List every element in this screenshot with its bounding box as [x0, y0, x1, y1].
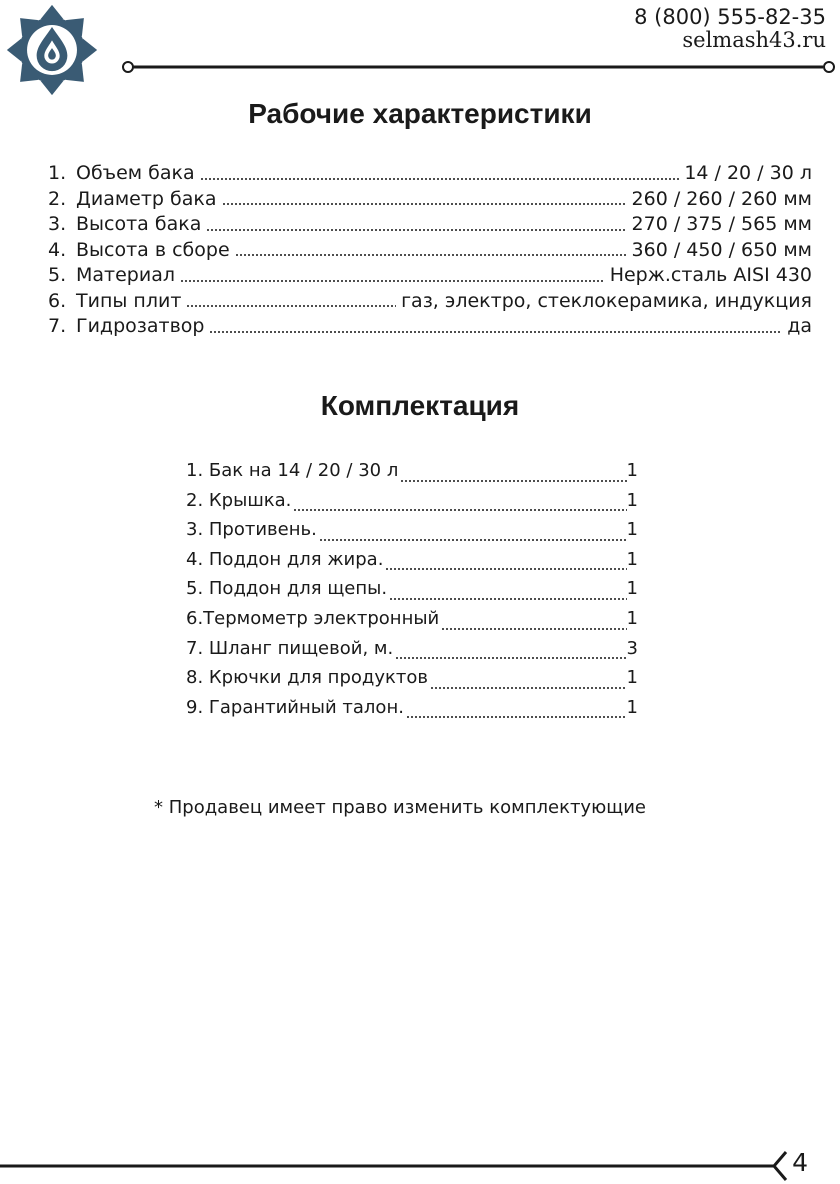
spec-number: 7.	[48, 315, 67, 337]
package-item	[186, 638, 638, 668]
package-item-label: 2. Крышка.	[186, 489, 292, 511]
spec-item	[48, 213, 812, 239]
spec-item	[48, 264, 812, 290]
package-item-quantity: 1	[626, 578, 638, 600]
spec-label: Гидрозатвор	[76, 315, 205, 337]
package-item	[186, 578, 638, 608]
spec-item	[48, 315, 812, 341]
package-item-quantity: 1	[626, 607, 638, 629]
spec-value: Нерж.сталь AISI 430	[609, 264, 812, 286]
package-item-label: 7. Шланг пищевой, м.	[186, 637, 394, 659]
spec-label: Объем бака	[76, 162, 195, 184]
dot-leader	[389, 596, 626, 602]
dot-leader	[186, 303, 396, 309]
package-item	[186, 549, 638, 579]
package-item-label: 4. Поддон для жира.	[186, 548, 384, 570]
dot-leader	[180, 278, 605, 284]
package-item-label: 5. Поддон для щепы.	[186, 578, 388, 600]
dot-leader	[209, 329, 782, 335]
phone-number[interactable]: 8 (800) 555-82-35	[634, 5, 826, 29]
dot-leader	[441, 626, 626, 632]
package-item	[186, 460, 638, 490]
spec-number: 2.	[48, 187, 67, 210]
package-item-label: 3. Противень.	[186, 519, 317, 541]
spec-label: Диаметр бака	[76, 187, 217, 210]
package-item	[186, 519, 638, 549]
spec-value: да	[787, 315, 812, 337]
website-link[interactable]: selmash43.ru	[682, 28, 826, 52]
selmash-logo-icon	[4, 2, 100, 98]
disclaimer-note: * Продавец имеет право изменить комплектующие	[154, 797, 646, 818]
header-contacts	[634, 6, 826, 52]
dot-leader	[406, 714, 627, 720]
package-list	[186, 460, 638, 726]
spec-label: Высота в сборе	[76, 238, 230, 261]
package-item-label: 8. Крючки для продуктов	[186, 667, 428, 689]
dot-leader	[235, 252, 627, 258]
dot-leader	[222, 201, 627, 207]
specifications-title: Рабочие характеристики	[248, 98, 592, 129]
dot-leader	[395, 655, 626, 661]
dot-leader	[319, 537, 627, 543]
footer-divider	[0, 1148, 840, 1184]
package-item-label: 6.Термометр электронный	[186, 607, 440, 629]
spec-item	[48, 188, 812, 214]
spec-item	[48, 239, 812, 265]
package-item	[186, 667, 638, 697]
package-item	[186, 490, 638, 520]
dot-leader	[293, 507, 626, 513]
dot-leader	[430, 685, 627, 691]
spec-number: 4.	[48, 238, 67, 261]
dot-leader	[206, 227, 626, 233]
spec-value: газ, электро, стеклокерамика, индукция	[401, 289, 812, 312]
package-item-quantity: 1	[626, 460, 638, 481]
package-item-quantity: 1	[626, 548, 638, 570]
spec-label: Типы плит	[76, 289, 182, 312]
package-item-quantity: 1	[626, 519, 638, 541]
page-number: 4	[792, 1148, 808, 1177]
dot-leader	[385, 566, 626, 572]
header-divider	[0, 56, 840, 78]
package-title: Комплектация	[320, 390, 520, 421]
package-item-label: 1. Бак на 14 / 20 / 30 л	[186, 460, 399, 481]
spec-value: 260 / 260 / 260 мм	[631, 187, 812, 210]
package-item-quantity: 1	[626, 489, 638, 511]
package-item-quantity: 3	[626, 637, 638, 659]
spec-number: 5.	[48, 264, 67, 286]
specifications-list	[48, 162, 812, 341]
package-item	[186, 608, 638, 638]
package-item-label: 9. Гарантийный талон.	[186, 696, 404, 718]
package-item-quantity: 1	[626, 696, 638, 718]
dot-leader	[200, 176, 680, 182]
package-item	[186, 697, 638, 727]
spec-value: 360 / 450 / 650 мм	[631, 238, 812, 261]
spec-number: 3.	[48, 213, 67, 235]
spec-value: 14 / 20 / 30 л	[684, 162, 812, 184]
spec-number: 6.	[48, 289, 67, 312]
dot-leader	[400, 478, 626, 484]
spec-item	[48, 290, 812, 316]
spec-label: Высота бака	[76, 213, 202, 235]
spec-number: 1.	[48, 162, 67, 184]
spec-label: Материал	[76, 264, 175, 286]
spec-value: 270 / 375 / 565 мм	[631, 213, 812, 235]
package-item-quantity: 1	[626, 667, 638, 689]
spec-item	[48, 162, 812, 188]
